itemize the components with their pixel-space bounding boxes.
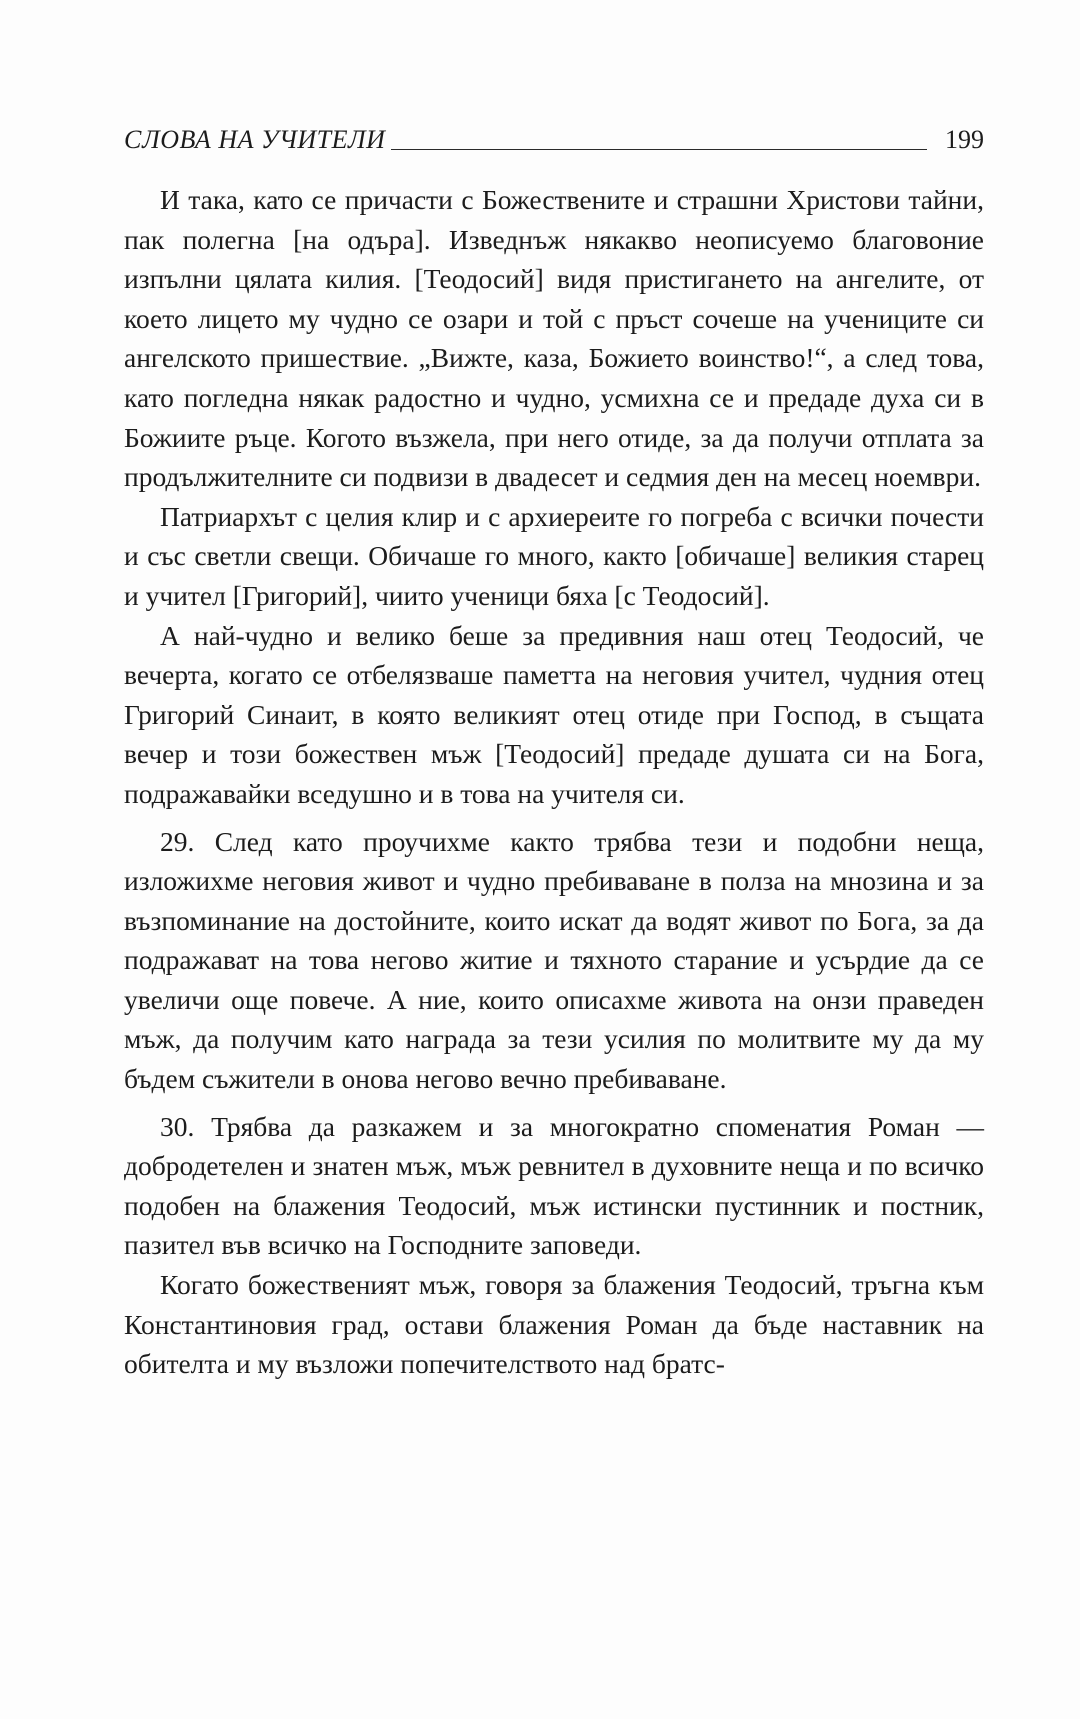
page-number: 199 bbox=[945, 125, 984, 154]
header-rule bbox=[391, 149, 927, 150]
paragraph: А най-чудно и велико беше за предивния наш отец Теодосий, че вечерта, когато се отбелязваше паметта на неговия учител, чудния отец Григорий Синаит, в която великият отец отиде при Господ, в същата вечер и този божествен мъж [Теодосий] предаде душата си на Бога, подражавайки вседушно и в това на учителя си. bbox=[124, 619, 984, 809]
paragraph: Когато божественият мъж, говоря за блажения Теодосий, тръгна към Константиновия град, остави блажения Роман да бъде наставник на обителта и му възложи попечителството над братс- bbox=[124, 1269, 984, 1380]
paragraph: Патриархът с целия клир и с архиереите го погреба с всички почести и със светли свещи. Обичаше го много, както [обичаше] великия старец и учител [Григорий], чиито ученици бяха [с Теодосий]. bbox=[124, 500, 984, 611]
paragraph: И така, като се причасти с Божествените и страшни Христови тайни, пак полегна [на одъра]. Изведнъж някакво неописуемо благовоние изпълни цялата килия. [Теодосий] видя пристигането на ангелите, от което лицето му чудно се озари и той с пръст сочеше на учениците си ангелското пришествие. „Вижте, каза, Божието воинство!“, а след това, като погледна някак радостно и чудно, усмихна се и предаде духа си в Божиите ръце. Когото възжела, при него отиде, за да получи отплата за продължителните си подвизи в двадесет и седмия ден на месец ноември. bbox=[124, 184, 984, 493]
running-head: СЛОВА НА УЧИТЕЛИ bbox=[124, 125, 386, 154]
page-header bbox=[124, 113, 984, 153]
paragraph: 30. Трябва да разкажем и за многократно споменатия Роман — добродетелен и знатен мъж, мъж ревнител в духовните неща и по всичко подобен на блажения Теодосий, мъж истински пустинник и постник, пазител във всичко на Господните заповеди. bbox=[124, 1110, 984, 1261]
body-text bbox=[124, 180, 984, 1384]
paragraph: 29. След като проучихме както трябва тези и подобни неща, изложихме неговия живот и чудно пребиваване в полза на мнозина и за възпоминание на достойните, които искат да водят живот по Бога, за да подражават на това негово житие и тяхното старание и усърдие да се увеличи още повече. А ние, които описахме живота на онзи праведен мъж, да получим като награда за тези усилия по молитвите му да му бъдем съжители в онова негово вечно пребиваване. bbox=[124, 825, 984, 1095]
